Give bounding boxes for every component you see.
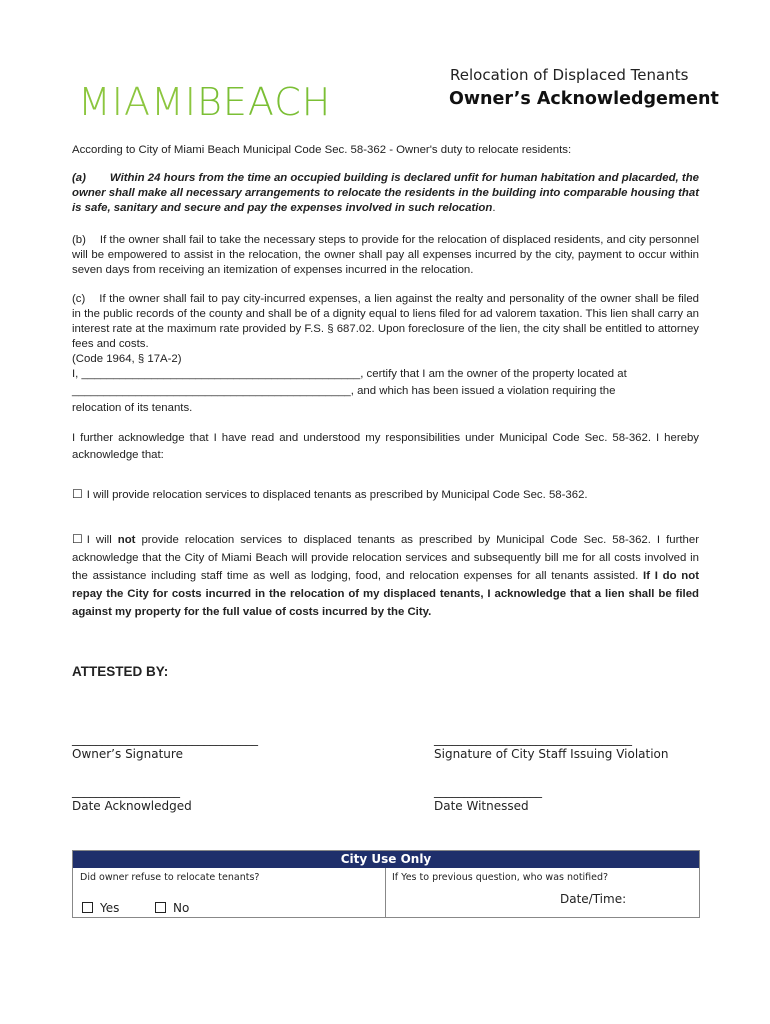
certify-line-2[interactable] [72,384,699,399]
miami-beach-logo [78,80,331,124]
date-witnessed-label: Date Witnessed [434,799,529,813]
provide-checkbox-icon[interactable]: ☐ [72,487,83,501]
option-provide-text: I will provide relocation services to displaced tenants as prescribed by Municipal Code Sec. 58-362. [86,489,588,501]
no-label: No [173,901,190,915]
section-b-label: (b) [72,234,86,246]
option-not-provide-pre: I will [86,534,112,546]
logo-beach: BEACH [196,80,332,124]
date-acknowledged-line[interactable]: __________________ [72,784,180,798]
city-use-divider [385,868,386,917]
yes-checkbox-icon[interactable] [82,902,93,913]
acknowledge-text: I further acknowledge that I have read and understood my responsibilities under Municipal Code Sec. 58-362. I hereby acknowledge that: [72,432,699,461]
staff-signature-label: Signature of City Staff Issuing Violation [434,747,669,761]
yes-option[interactable] [82,901,119,915]
section-c [72,292,699,367]
certify-line-3: relocation of its tenants. [72,402,193,414]
city-use-box [72,850,700,918]
yes-label: Yes [100,901,120,915]
city-use-header: City Use Only [73,851,699,868]
not-provide-checkbox-icon[interactable]: ☐ [72,532,83,546]
section-a-label: (a) [72,172,86,184]
section-a [72,171,699,216]
owner-signature-line[interactable]: _______________________________ [72,732,258,746]
staff-signature-line[interactable]: _________________________________ [434,732,632,746]
logo-miami: MIAMI [78,80,197,124]
date-acknowledged-label: Date Acknowledged [72,799,192,813]
option-not-provide[interactable] [72,530,699,621]
section-c-label: (c) [72,293,86,305]
certify-line-1-text: I, ____________________________________________, certify that I am the owner of the property located at [72,368,627,380]
attested-by-heading: ATTESTED BY: [72,664,169,679]
datetime-field[interactable]: Date/Time: [560,892,627,906]
option-not-provide-warning: If I do not repay the City for costs incurred in the relocation of my displaced tenants, I acknowledge that a lien shall be filed against my property for the full value of costs incurred by the City. [72,570,699,618]
option-not-provide-text: provide relocation services to displaced tenants as prescribed by Municipal Code Sec. 58-362. I further acknowledge that the City of Miami Beach will provide relocation services and subsequently bill me for all costs involved in the assistance including staff time as well as lodging, food, and relocation expenses for all tenants assisted. [72,534,699,582]
option-provide[interactable] [72,487,699,503]
certify-line-1[interactable] [72,367,699,382]
certify-line-2-text: ____________________________________________, and which has been issued a violation requiring the [72,385,616,397]
section-c-text: If the owner shall fail to pay city-incurred expenses, a lien against the realty and personality of the owner shall be filed in the public records of the county and shall be of a dignity equal to liens filed for ad valorem taxation. This lien shall carry an interest rate at the maximum rate provided by F.S. § 687.02. Upon foreclosure of the lien, the city shall be entitled to attorney fees and costs. [72,293,699,350]
option-not-provide-not: not [117,534,136,546]
code-reference: (Code 1964, § 17A-2) [72,353,182,365]
form-subtitle: Owner’s Acknowledgement [449,89,719,109]
section-a-text: Within 24 hours from the time an occupied building is declared unfit for human habitation and placarded, the owner shall make all necessary arrangements to relocate the residents in the building into comparable housing that is safe, sanitary and secure and pay the expenses involved in such relocation [72,172,699,214]
form-title: Relocation of Displaced Tenants [450,66,689,84]
section-b [72,233,699,278]
owner-signature-label: Owner’s Signature [72,747,183,761]
section-b-text: If the owner shall fail to take the necessary steps to provide for the relocation of displaced residents, and city personnel will be empowered to assist in the relocation, the owner shall pay all expenses incurred by the city, payment to occur within seven days from receiving an itemization of expenses incurred in the relocation. [72,234,699,276]
refuse-question: Did owner refuse to relocate tenants? [80,872,260,883]
no-checkbox-icon[interactable] [155,902,166,913]
intro-text: According to City of Miami Beach Municipal Code Sec. 58-362 - Owner's duty to relocate residents: [72,144,572,156]
notified-question: If Yes to previous question, who was notified? [392,872,609,883]
no-option[interactable] [155,901,189,915]
section-a-end: . [492,202,496,214]
date-witnessed-line[interactable]: __________________ [434,784,542,798]
